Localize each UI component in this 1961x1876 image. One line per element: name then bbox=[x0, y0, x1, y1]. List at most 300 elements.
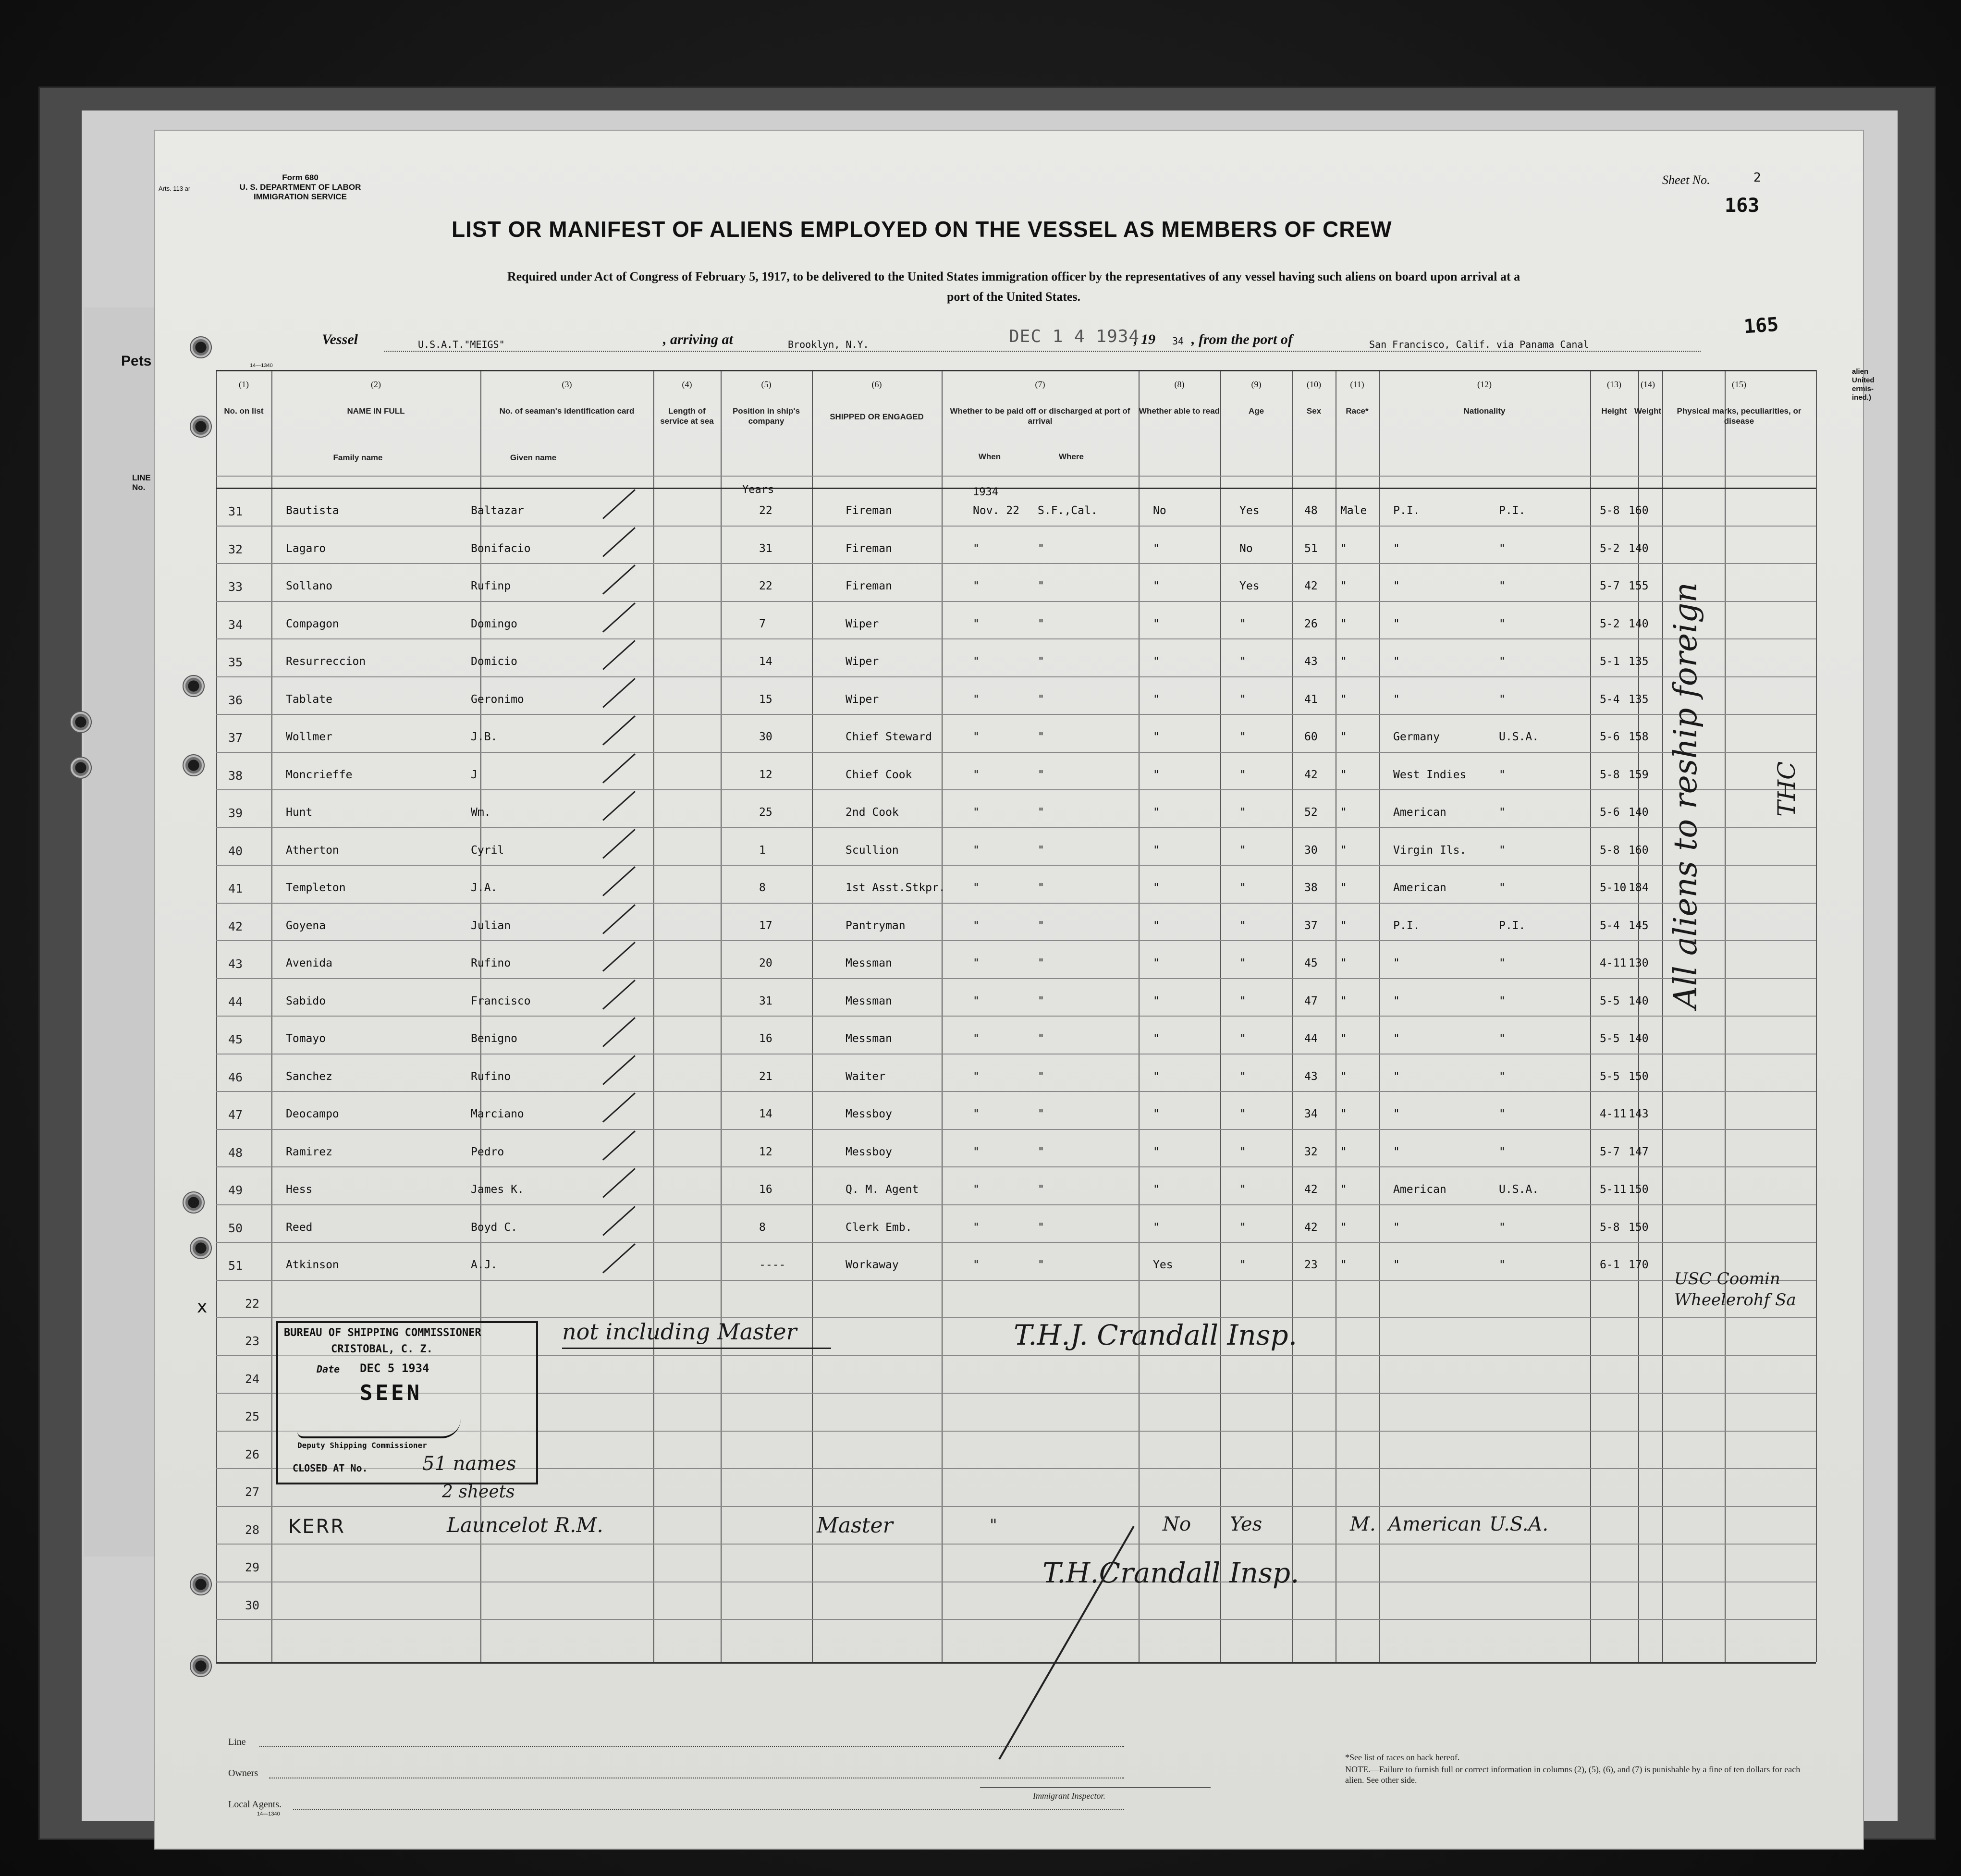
sex: " bbox=[1340, 1070, 1347, 1083]
shipped-where: " bbox=[1038, 1221, 1044, 1234]
weight: 140 bbox=[1629, 617, 1649, 630]
column-header: Sex bbox=[1306, 406, 1322, 416]
height: 5-8 bbox=[1600, 1221, 1620, 1234]
row-number: 40 bbox=[228, 844, 243, 858]
form-number: Form 680 bbox=[282, 173, 319, 182]
master-race: American bbox=[1388, 1513, 1482, 1535]
service-years: 7 bbox=[759, 617, 766, 630]
sheet-number: 2 bbox=[1753, 171, 1761, 185]
paid-off: " bbox=[1153, 693, 1160, 706]
family-name: Tablate bbox=[286, 693, 332, 706]
row-number: 22 bbox=[245, 1296, 260, 1311]
paid-off: No bbox=[1153, 504, 1166, 517]
age: 26 bbox=[1304, 617, 1318, 630]
nationality: P.I. bbox=[1499, 504, 1526, 517]
height: 5-8 bbox=[1600, 844, 1620, 857]
nationality: " bbox=[1499, 617, 1506, 630]
row-number: 35 bbox=[228, 655, 243, 669]
weight: 159 bbox=[1629, 768, 1649, 781]
given-name: Domicio bbox=[471, 655, 517, 668]
able-to-read: " bbox=[1239, 693, 1246, 706]
age: 32 bbox=[1304, 1145, 1318, 1158]
master-given: Launcelot R.M. bbox=[447, 1513, 603, 1537]
grid-hline bbox=[216, 789, 1816, 790]
row-number: 23 bbox=[245, 1334, 260, 1348]
shipped-where: S.F.,Cal. bbox=[1038, 504, 1098, 517]
nationality: " bbox=[1499, 542, 1506, 555]
stamp-sig-title: Deputy Shipping Commissioner bbox=[297, 1441, 427, 1450]
form-header bbox=[228, 173, 372, 202]
age: 34 bbox=[1304, 1108, 1318, 1120]
given-name: Rufino bbox=[471, 957, 511, 969]
given-name: J bbox=[471, 768, 478, 781]
column-number: (14) bbox=[1641, 380, 1655, 389]
shipped-when: " bbox=[973, 919, 980, 932]
given-name: James K. bbox=[471, 1183, 524, 1196]
sex: " bbox=[1340, 1032, 1347, 1045]
shipped-when: " bbox=[973, 617, 980, 630]
family-name: Resurreccion bbox=[286, 655, 366, 668]
race: P.I. bbox=[1393, 919, 1420, 932]
column-header: Nationality bbox=[1463, 406, 1506, 416]
footer-note: NOTE.—Failure to furnish full or correct information in columns (2), (5), (6), and (7) is punishable by a fine of ten dollars for each alien. See other side. bbox=[1345, 1765, 1801, 1785]
page-subtitle bbox=[221, 267, 1806, 307]
family-name: Bautista bbox=[286, 504, 339, 517]
arts-note: Arts. 113 ar bbox=[159, 185, 191, 192]
able-to-read: " bbox=[1239, 806, 1246, 819]
page-title: LIST OR MANIFEST OF ALIENS EMPLOYED ON THE VESSEL AS MEMBERS OF CREW bbox=[452, 217, 1392, 242]
height: 5-2 bbox=[1600, 617, 1620, 630]
row-number: 38 bbox=[228, 768, 243, 783]
sex: " bbox=[1340, 994, 1347, 1007]
nationality: U.S.A. bbox=[1499, 1183, 1539, 1196]
position: Messman bbox=[846, 957, 892, 969]
weight: 143 bbox=[1629, 1108, 1649, 1120]
weight: 140 bbox=[1629, 1032, 1649, 1045]
shipped-where: " bbox=[1038, 617, 1044, 630]
height: 5-6 bbox=[1600, 806, 1620, 819]
family-name: Atherton bbox=[286, 844, 339, 857]
column-header: Length of service at sea bbox=[660, 406, 714, 426]
service-years: 14 bbox=[759, 655, 772, 668]
margin-line-no: LINE No. bbox=[132, 473, 151, 492]
footer-owners: Owners bbox=[228, 1768, 258, 1778]
column-header: Race* bbox=[1346, 406, 1369, 416]
nationality: " bbox=[1499, 1070, 1506, 1083]
height: 5-8 bbox=[1600, 768, 1620, 781]
age: 42 bbox=[1304, 1183, 1318, 1196]
nationality: " bbox=[1499, 1032, 1506, 1045]
sheets-note: 2 sheets bbox=[442, 1482, 515, 1502]
position: 1st Asst.Stkpr. bbox=[846, 882, 945, 894]
row-number: 33 bbox=[228, 580, 243, 594]
column-number: (2) bbox=[371, 380, 381, 389]
sex: " bbox=[1340, 844, 1347, 857]
weight: 130 bbox=[1629, 957, 1649, 969]
footer-line: Line bbox=[228, 1737, 246, 1747]
grid-vline bbox=[1816, 370, 1817, 1662]
race: P.I. bbox=[1393, 504, 1420, 517]
row-number: 45 bbox=[228, 1032, 243, 1046]
race: " bbox=[1393, 994, 1400, 1007]
punch-hole bbox=[190, 336, 212, 358]
age: 51 bbox=[1304, 542, 1318, 555]
sex: " bbox=[1340, 580, 1347, 592]
punch-hole bbox=[183, 754, 205, 776]
vessel-label: Vessel bbox=[322, 331, 358, 347]
weight: 145 bbox=[1629, 919, 1649, 932]
row-number: 31 bbox=[228, 504, 243, 518]
given-name: Domingo bbox=[471, 617, 517, 630]
column-header: Age bbox=[1248, 406, 1264, 416]
sex: " bbox=[1340, 542, 1347, 555]
not-including-note: not including Master bbox=[562, 1319, 797, 1345]
weight: 140 bbox=[1629, 542, 1649, 555]
able-to-read: " bbox=[1239, 1145, 1246, 1158]
weight: 170 bbox=[1629, 1259, 1649, 1271]
paid-off: " bbox=[1153, 1070, 1160, 1083]
position: Messboy bbox=[846, 1145, 892, 1158]
weight: 158 bbox=[1629, 731, 1649, 743]
height: 4-11 bbox=[1600, 957, 1627, 969]
nationality: " bbox=[1499, 693, 1506, 706]
given-name: Francisco bbox=[471, 994, 531, 1007]
sex: " bbox=[1340, 1108, 1347, 1120]
column-header: No. of seaman's identification card bbox=[499, 406, 635, 416]
margin-mark: x bbox=[197, 1297, 208, 1317]
weight: 160 bbox=[1629, 844, 1649, 857]
age: 48 bbox=[1304, 504, 1318, 517]
year-1934-label: 1934 bbox=[973, 486, 998, 498]
subtitle-line-2: port of the United States. bbox=[946, 290, 1081, 304]
weight: 135 bbox=[1629, 655, 1649, 668]
service-years: 25 bbox=[759, 806, 772, 819]
grid-hline bbox=[216, 1662, 1816, 1664]
age: 60 bbox=[1304, 731, 1318, 743]
position: Pantryman bbox=[846, 919, 906, 932]
grid-hline bbox=[216, 1280, 1816, 1281]
sex: " bbox=[1340, 1183, 1347, 1196]
footer-races-note: *See list of races on back hereof. bbox=[1345, 1753, 1460, 1762]
paid-off: " bbox=[1153, 957, 1160, 969]
age: 44 bbox=[1304, 1032, 1318, 1045]
row-number: 47 bbox=[228, 1108, 243, 1122]
race: " bbox=[1393, 1221, 1400, 1234]
sex: " bbox=[1340, 1145, 1347, 1158]
vessel-underline bbox=[384, 351, 1701, 352]
height: 5-6 bbox=[1600, 731, 1620, 743]
family-name: Wollmer bbox=[286, 731, 332, 743]
able-to-read: " bbox=[1239, 1070, 1246, 1083]
grid-hline bbox=[216, 1129, 1816, 1130]
weight: 150 bbox=[1629, 1183, 1649, 1196]
family-name: Avenida bbox=[286, 957, 332, 969]
grid-hline bbox=[216, 1317, 1816, 1318]
able-to-read: " bbox=[1239, 1259, 1246, 1271]
grid-hline bbox=[216, 370, 1816, 371]
page-number: 163 bbox=[1725, 195, 1760, 217]
age: 45 bbox=[1304, 957, 1318, 969]
punch-hole bbox=[70, 711, 92, 733]
column-header: Height bbox=[1601, 406, 1627, 416]
column-number: (13) bbox=[1607, 380, 1621, 389]
weight: 150 bbox=[1629, 1070, 1649, 1083]
punch-hole bbox=[190, 1655, 212, 1677]
small-code: 14—1340 bbox=[250, 363, 273, 368]
row-number: 30 bbox=[245, 1598, 260, 1612]
row-number: 34 bbox=[228, 617, 243, 632]
column-number: (11) bbox=[1350, 380, 1364, 389]
weight: 135 bbox=[1629, 693, 1649, 706]
inspector-signature-2: T.H.Crandall Insp. bbox=[1042, 1557, 1299, 1589]
arriving-label: , arriving at bbox=[663, 331, 733, 347]
stamp-line-2: CRISTOBAL, C. Z. bbox=[331, 1343, 433, 1355]
paid-off: " bbox=[1153, 580, 1160, 592]
column-number: (6) bbox=[871, 380, 882, 389]
service-years: 8 bbox=[759, 1221, 766, 1234]
age: 38 bbox=[1304, 882, 1318, 894]
race: " bbox=[1393, 1259, 1400, 1271]
race: " bbox=[1393, 957, 1400, 969]
punch-hole bbox=[190, 416, 212, 438]
master-family: KERR bbox=[288, 1516, 346, 1538]
given-name: Cyril bbox=[471, 844, 504, 857]
nationality: " bbox=[1499, 655, 1506, 668]
position: Fireman bbox=[846, 504, 892, 517]
footer-agents: Local Agents. bbox=[228, 1799, 282, 1810]
able-to-read: " bbox=[1239, 1108, 1246, 1120]
given-name: Baltazar bbox=[471, 504, 524, 517]
weight: 160 bbox=[1629, 504, 1649, 517]
height: 5-5 bbox=[1600, 994, 1620, 1007]
service-years: 16 bbox=[759, 1032, 772, 1045]
race: American bbox=[1393, 806, 1446, 819]
nationality: " bbox=[1499, 806, 1506, 819]
column-number: (12) bbox=[1477, 380, 1492, 389]
margin-pets: Pets bbox=[121, 353, 152, 369]
weight: 140 bbox=[1629, 994, 1649, 1007]
able-to-read: " bbox=[1239, 919, 1246, 932]
master-paid: No bbox=[1163, 1513, 1191, 1535]
paid-off: " bbox=[1153, 882, 1160, 894]
position: Scullion bbox=[846, 844, 899, 857]
year-prefix: , 19 bbox=[1134, 331, 1155, 347]
position: Wiper bbox=[846, 693, 879, 706]
stamp-line-1: BUREAU OF SHIPPING COMMISSIONER bbox=[284, 1327, 481, 1339]
family-name: Sabido bbox=[286, 994, 326, 1007]
master-position: Master bbox=[817, 1513, 893, 1538]
grid-hline bbox=[216, 488, 1816, 489]
shipped-where: " bbox=[1038, 1032, 1044, 1045]
footer-inspector: Immigrant Inspector. bbox=[1033, 1791, 1105, 1801]
shipped-when: " bbox=[973, 580, 980, 592]
deputy-signature bbox=[297, 1419, 461, 1438]
weight: 140 bbox=[1629, 806, 1649, 819]
race: Virgin Ils. bbox=[1393, 844, 1467, 857]
paid-off: " bbox=[1153, 1183, 1160, 1196]
service-years: 12 bbox=[759, 1145, 772, 1158]
row-number: 28 bbox=[245, 1522, 260, 1537]
paid-off: " bbox=[1153, 1221, 1160, 1234]
paid-off: " bbox=[1153, 1108, 1160, 1120]
from-port: San Francisco, Calif. via Panama Canal bbox=[1369, 339, 1589, 350]
sex: " bbox=[1340, 957, 1347, 969]
nationality: " bbox=[1499, 844, 1506, 857]
able-to-read: " bbox=[1239, 994, 1246, 1007]
grid-hline bbox=[216, 903, 1816, 904]
column-number: (8) bbox=[1174, 380, 1185, 389]
inspector-rule bbox=[980, 1787, 1211, 1788]
service-years: 15 bbox=[759, 693, 772, 706]
footer-line-rule bbox=[259, 1746, 1124, 1747]
row-number: 44 bbox=[228, 994, 243, 1009]
age: 42 bbox=[1304, 1221, 1318, 1234]
sex: " bbox=[1340, 693, 1347, 706]
sex: " bbox=[1340, 1259, 1347, 1271]
family-name: Sanchez bbox=[286, 1070, 332, 1083]
position: Messboy bbox=[846, 1108, 892, 1120]
height: 5-5 bbox=[1600, 1032, 1620, 1045]
shipped-where: " bbox=[1038, 844, 1044, 857]
able-to-read: " bbox=[1239, 1032, 1246, 1045]
grid-hline bbox=[216, 865, 1816, 866]
row-number: 46 bbox=[228, 1070, 243, 1084]
nationality: " bbox=[1499, 768, 1506, 781]
age: 30 bbox=[1304, 844, 1318, 857]
family-name: Tomayo bbox=[286, 1032, 326, 1045]
master-sex: M. bbox=[1350, 1513, 1376, 1535]
underline bbox=[562, 1348, 831, 1349]
position: Workaway bbox=[846, 1259, 899, 1271]
paid-off: " bbox=[1153, 617, 1160, 630]
grid-hline bbox=[216, 601, 1816, 602]
column-number: (10) bbox=[1307, 380, 1321, 389]
column-header: Whether able to read bbox=[1139, 406, 1220, 416]
row-number: 48 bbox=[228, 1145, 243, 1160]
grid-hline bbox=[216, 1091, 1816, 1092]
row-number: 25 bbox=[245, 1410, 260, 1423]
subtitle-line-1: Required under Act of Congress of February 5, 1917, to be delivered to the United States immigration officer by the representatives of any vessel having such aliens on board upon arrival at a bbox=[507, 270, 1520, 283]
service-years: 21 bbox=[759, 1070, 772, 1083]
grid-hline bbox=[216, 827, 1816, 828]
shipped-when: " bbox=[973, 693, 980, 706]
shipped-when: " bbox=[973, 882, 980, 894]
margin-right-text: alien United ermis- ined.) bbox=[1852, 368, 1875, 402]
uscg-note: USC Coomin Wheelerohf Sa bbox=[1674, 1269, 1796, 1310]
service-years: 31 bbox=[759, 994, 772, 1007]
paid-off: " bbox=[1153, 768, 1160, 781]
department: U. S. DEPARTMENT OF LABOR bbox=[239, 183, 361, 192]
arriving-port: Brooklyn, N.Y. bbox=[788, 339, 869, 350]
shipped-where: " bbox=[1038, 580, 1044, 592]
height: 6-1 bbox=[1600, 1259, 1620, 1271]
column-number: (15) bbox=[1732, 380, 1746, 389]
footer-agents-rule bbox=[293, 1809, 1124, 1810]
paid-off: " bbox=[1153, 731, 1160, 743]
given-name: Marciano bbox=[471, 1108, 524, 1120]
side-initials: THC bbox=[1773, 761, 1801, 817]
column-number: (1) bbox=[239, 380, 249, 389]
row-number: 29 bbox=[245, 1560, 260, 1574]
age: 43 bbox=[1304, 1070, 1318, 1083]
sex: " bbox=[1340, 731, 1347, 743]
row-number: 42 bbox=[228, 919, 243, 933]
family-name: Goyena bbox=[286, 919, 326, 932]
arrival-date-stamp: DEC 1 4 1934 bbox=[1009, 327, 1140, 346]
paid-off: " bbox=[1153, 655, 1160, 668]
given-name: Wm. bbox=[471, 806, 491, 819]
service-years: 1 bbox=[759, 844, 766, 857]
grid-hline bbox=[216, 752, 1816, 753]
row-number: 49 bbox=[228, 1183, 243, 1197]
family-name: Moncrieffe bbox=[286, 768, 353, 781]
height: 5-7 bbox=[1600, 580, 1620, 592]
row-number: 32 bbox=[228, 542, 243, 556]
paid-off: Yes bbox=[1153, 1259, 1173, 1271]
able-to-read: " bbox=[1239, 655, 1246, 668]
shipped-where: " bbox=[1038, 1070, 1044, 1083]
inspector-signature-1: T.H.J. Crandall Insp. bbox=[1014, 1319, 1298, 1351]
service-years: ---- bbox=[759, 1259, 786, 1271]
given-name: A.J. bbox=[471, 1259, 498, 1271]
family-name: Sollano bbox=[286, 580, 332, 592]
stamp-seen: SEEN bbox=[360, 1381, 422, 1405]
grid-hline bbox=[216, 676, 1816, 677]
given-name: Boyd C. bbox=[471, 1221, 517, 1234]
race: " bbox=[1393, 655, 1400, 668]
grid-hline bbox=[216, 476, 1816, 477]
column-number: (9) bbox=[1251, 380, 1262, 389]
master-read: Yes bbox=[1230, 1513, 1262, 1535]
race: " bbox=[1393, 1145, 1400, 1158]
family-name: Templeton bbox=[286, 882, 346, 894]
sex: " bbox=[1340, 882, 1347, 894]
row-number: 27 bbox=[245, 1485, 260, 1499]
position: Q. M. Agent bbox=[846, 1183, 919, 1196]
shipped-where: " bbox=[1038, 542, 1044, 555]
able-to-read: " bbox=[1239, 957, 1246, 969]
shipped-when: " bbox=[973, 1145, 980, 1158]
sex: " bbox=[1340, 617, 1347, 630]
position: Fireman bbox=[846, 542, 892, 555]
row-number: 51 bbox=[228, 1259, 243, 1273]
given-name: J.B. bbox=[471, 731, 498, 743]
year: 34 bbox=[1172, 335, 1184, 347]
shipped-where: " bbox=[1038, 1183, 1044, 1196]
nationality: " bbox=[1499, 1221, 1506, 1234]
race: " bbox=[1393, 542, 1400, 555]
nationality: " bbox=[1499, 1145, 1506, 1158]
grid-hline bbox=[216, 638, 1816, 639]
column-header: Position in ship's company bbox=[732, 406, 800, 426]
given-name: Benigno bbox=[471, 1032, 517, 1045]
height: 4-11 bbox=[1600, 1108, 1627, 1120]
column-header: Whether to be paid off or discharged at port of arrival bbox=[950, 406, 1130, 426]
given-name: Geronimo bbox=[471, 693, 524, 706]
service-years: 22 bbox=[759, 504, 772, 517]
weight: 147 bbox=[1629, 1145, 1649, 1158]
column-number: (5) bbox=[761, 380, 772, 389]
height: 5-4 bbox=[1600, 919, 1620, 932]
position: Messman bbox=[846, 994, 892, 1007]
stamp-closed-value: 51 names bbox=[422, 1453, 516, 1475]
grid-hline bbox=[216, 1544, 1816, 1545]
nationality: " bbox=[1499, 882, 1506, 894]
position: Messman bbox=[846, 1032, 892, 1045]
able-to-read: " bbox=[1239, 1183, 1246, 1196]
punch-hole bbox=[190, 1573, 212, 1595]
paid-off: " bbox=[1153, 806, 1160, 819]
